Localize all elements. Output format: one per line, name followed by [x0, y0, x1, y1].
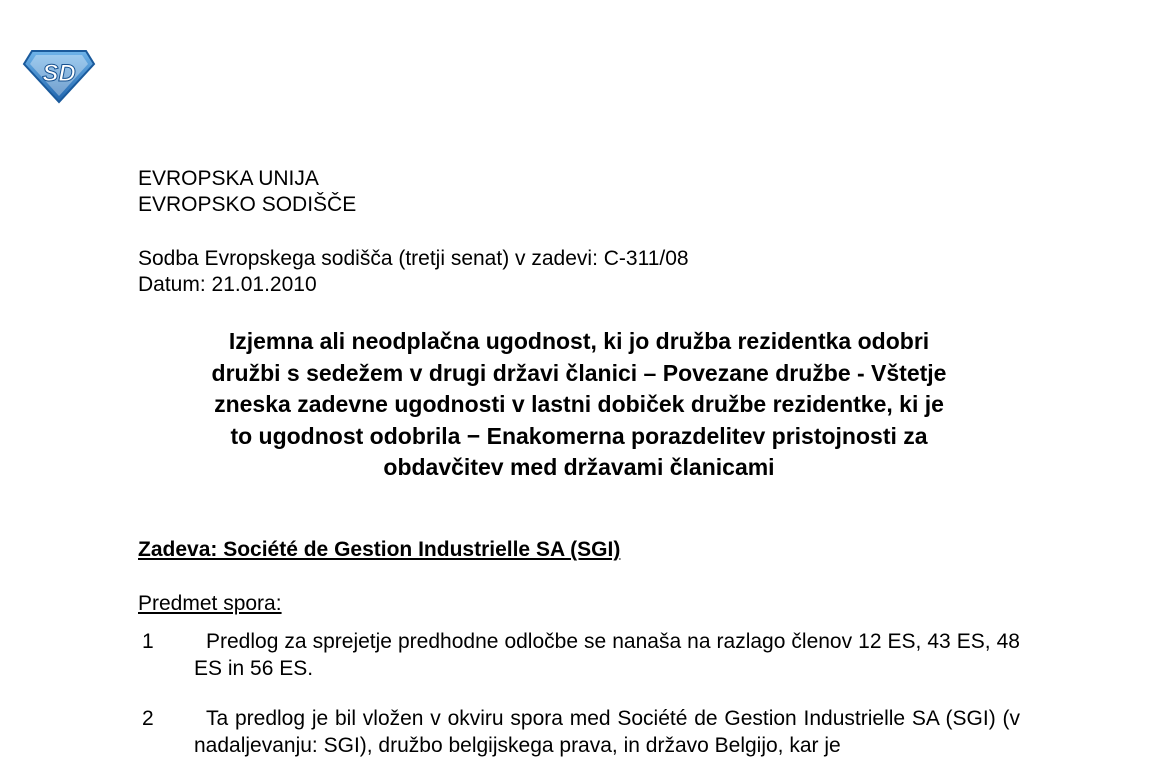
court-logo: [22, 48, 96, 104]
case-reference: Sodba Evropskega sodišča (tretji senat) v zadevi: C-311/08: [138, 247, 689, 270]
document-title: [138, 326, 1020, 484]
paragraph-text: Ta predlog je bil vložen v okviru spora med Société de Gestion Industrielle SA (SGI) (v nadaljevanju: SGI), družbo belgijskega prava, in državo Belgijo, kar je: [194, 707, 1020, 757]
paragraph-1: [138, 628, 1020, 682]
case-info: [138, 246, 689, 298]
title-line: družbi s sedežem v drugi državi članici – Povezane družbe - Vštetje: [211, 359, 947, 386]
paragraph-2: [138, 705, 1020, 759]
title-line: zneska zadevne ugodnosti v lastni dobiček družbe rezidentke, ki je: [214, 391, 944, 417]
case-date: Datum: 21.01.2010: [138, 273, 317, 296]
subject-heading: Predmet spora:: [138, 592, 282, 615]
title-line: Izjemna ali neodplačna ugodnost, ki jo družba rezidentka odobri: [228, 328, 930, 354]
paragraph-number: 2: [142, 707, 154, 730]
case-party: Zadeva: Société de Gestion Industrielle SA (SGI): [138, 538, 621, 561]
sd-diamond-logo-icon: [22, 48, 96, 104]
title-line: to ugodnost odobrila − Enakomerna porazdelitev pristojnosti za: [230, 422, 928, 449]
logo-text: SD: [42, 60, 76, 87]
paragraph-number: 1: [142, 630, 154, 653]
header-line-eu: EVROPSKA UNIJA: [138, 167, 319, 190]
title-line: obdavčitev med državami članicami: [383, 454, 775, 480]
header-line-court: EVROPSKO SODIŠČE: [138, 193, 357, 216]
paragraph-text: Predlog za sprejetje predhodne odločbe se nanaša na razlago členov 12 ES, 43 ES, 48 ES in 56 ES.: [194, 630, 1020, 680]
court-header: [138, 166, 356, 218]
